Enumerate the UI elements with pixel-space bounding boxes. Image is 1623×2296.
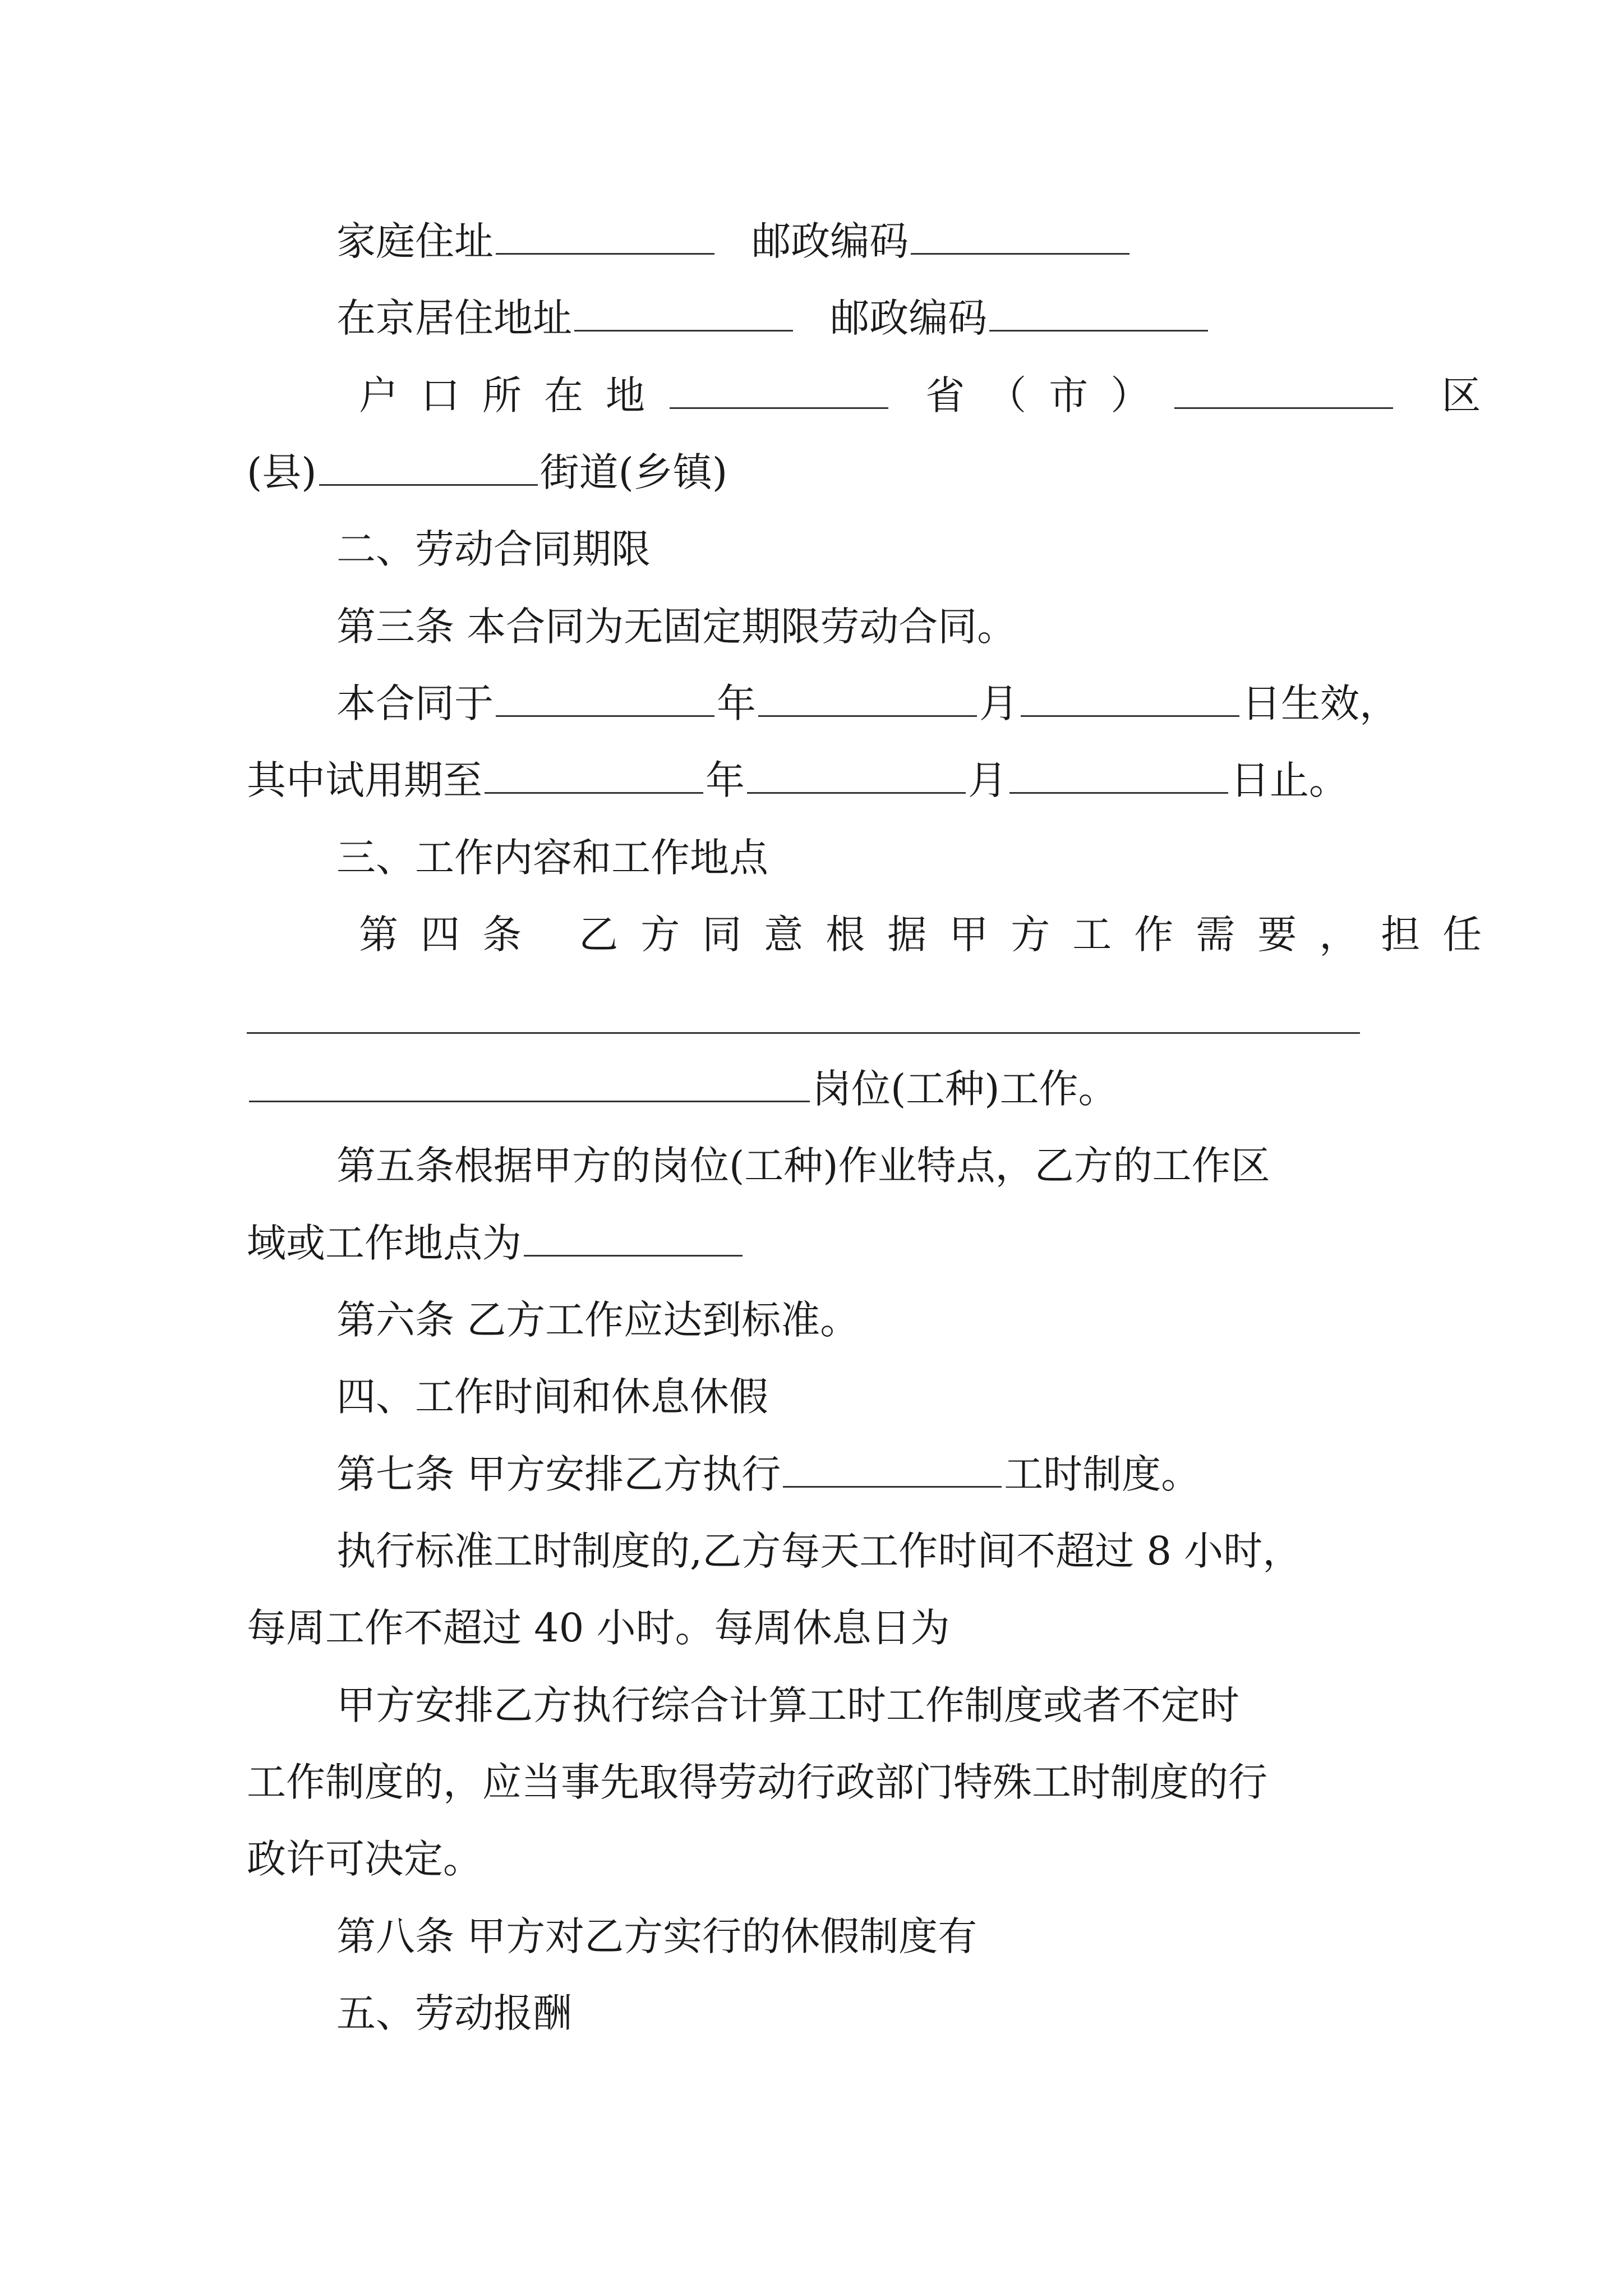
district-label: 区	[1441, 372, 1481, 418]
trial-year-blank[interactable]	[485, 757, 703, 794]
province-label: 省（市）	[925, 372, 1173, 418]
county-label: (县)	[247, 449, 317, 495]
article-3: 第三条 本合同为无固定期限劳动合同。	[336, 604, 1017, 650]
section-3-heading: 三、工作内容和工作地点	[336, 835, 768, 881]
article-7	[336, 1443, 1623, 1505]
effective-month-label: 月	[979, 680, 1018, 726]
standard-hours-line-1: 执行标准工时制度的,乙方每天工作时间不超过 8 小时，	[336, 1528, 1302, 1574]
hukou-blank-1[interactable]	[670, 372, 888, 409]
post-blank[interactable]	[249, 1066, 810, 1102]
article-5-line-2	[247, 1212, 1623, 1274]
trial-day-blank[interactable]	[1009, 757, 1228, 794]
hukou-blank-2[interactable]	[1174, 372, 1393, 409]
workplace-label: 域或工作地点为	[247, 1220, 522, 1266]
home-address-label: 家庭住址	[336, 218, 494, 264]
section-4-heading: 四、工作时间和休息休假	[336, 1374, 768, 1420]
article-4: 第四条 乙方同意根据甲方工作需要，担任	[359, 912, 1505, 958]
trial-end-label: 日止。	[1230, 757, 1348, 803]
comprehensive-hours-line-2: 工作制度的，应当事先取得劳动行政部门特殊工时制度的行	[247, 1759, 1267, 1805]
effective-year-blank[interactable]	[496, 680, 714, 717]
section-2-heading: 二、劳动合同期限	[336, 526, 651, 572]
effective-label: 本合同于	[336, 680, 494, 726]
post-line	[247, 1058, 1623, 1120]
beijing-address-label: 在京居住地址	[336, 295, 572, 341]
article-7-suffix: 工时制度。	[1004, 1451, 1201, 1497]
trial-label: 其中试用期至	[247, 757, 482, 803]
county-line	[247, 441, 1623, 503]
job-title-blank-line[interactable]	[247, 1032, 1360, 1034]
home-address-line	[336, 210, 1623, 272]
beijing-address-blank[interactable]	[574, 295, 793, 332]
standard-hours-line-2: 每周工作不超过 40 小时。每周休息日为	[247, 1605, 950, 1651]
comprehensive-hours-line-1: 甲方安排乙方执行综合计算工时工作制度或者不定时	[336, 1682, 1239, 1728]
article-5-line-1: 第五条根据甲方的岗位(工种)作业特点，乙方的工作区	[336, 1143, 1270, 1189]
postcode-blank-2[interactable]	[989, 295, 1208, 332]
hukou-label: 户口所在地	[359, 372, 667, 418]
effective-day-blank[interactable]	[1021, 680, 1239, 717]
effective-year-label: 年	[717, 680, 756, 726]
beijing-address-line	[336, 287, 1623, 349]
effective-month-blank[interactable]	[758, 680, 977, 717]
trial-month-blank[interactable]	[747, 757, 966, 794]
hukou-line	[359, 365, 1623, 426]
effective-day-label: 日生效，	[1242, 680, 1399, 726]
county-blank[interactable]	[319, 449, 538, 486]
postcode-label-1: 邮政编码	[751, 218, 909, 264]
comprehensive-hours-line-3: 政许可决定。	[247, 1836, 482, 1882]
workplace-blank[interactable]	[524, 1220, 743, 1257]
effective-date-line	[336, 673, 1623, 734]
postcode-label-2: 邮政编码	[830, 295, 988, 341]
trial-period-line	[247, 749, 1623, 811]
article-8: 第八条 甲方对乙方实行的休假制度有	[336, 1913, 978, 1959]
trial-year-label: 年	[706, 757, 745, 803]
section-5-heading: 五、劳动报酬	[336, 1990, 572, 2036]
article-6: 第六条 乙方工作应达到标准。	[336, 1297, 860, 1343]
home-address-blank[interactable]	[496, 218, 714, 255]
work-hours-system-blank[interactable]	[783, 1451, 1002, 1488]
street-label: 街道(乡镇)	[540, 449, 728, 495]
trial-month-label: 月	[968, 757, 1007, 803]
postcode-blank-1[interactable]	[911, 218, 1129, 255]
article-7-label: 第七条 甲方安排乙方执行	[336, 1451, 781, 1497]
post-label: 岗位(工种)工作。	[812, 1066, 1118, 1112]
